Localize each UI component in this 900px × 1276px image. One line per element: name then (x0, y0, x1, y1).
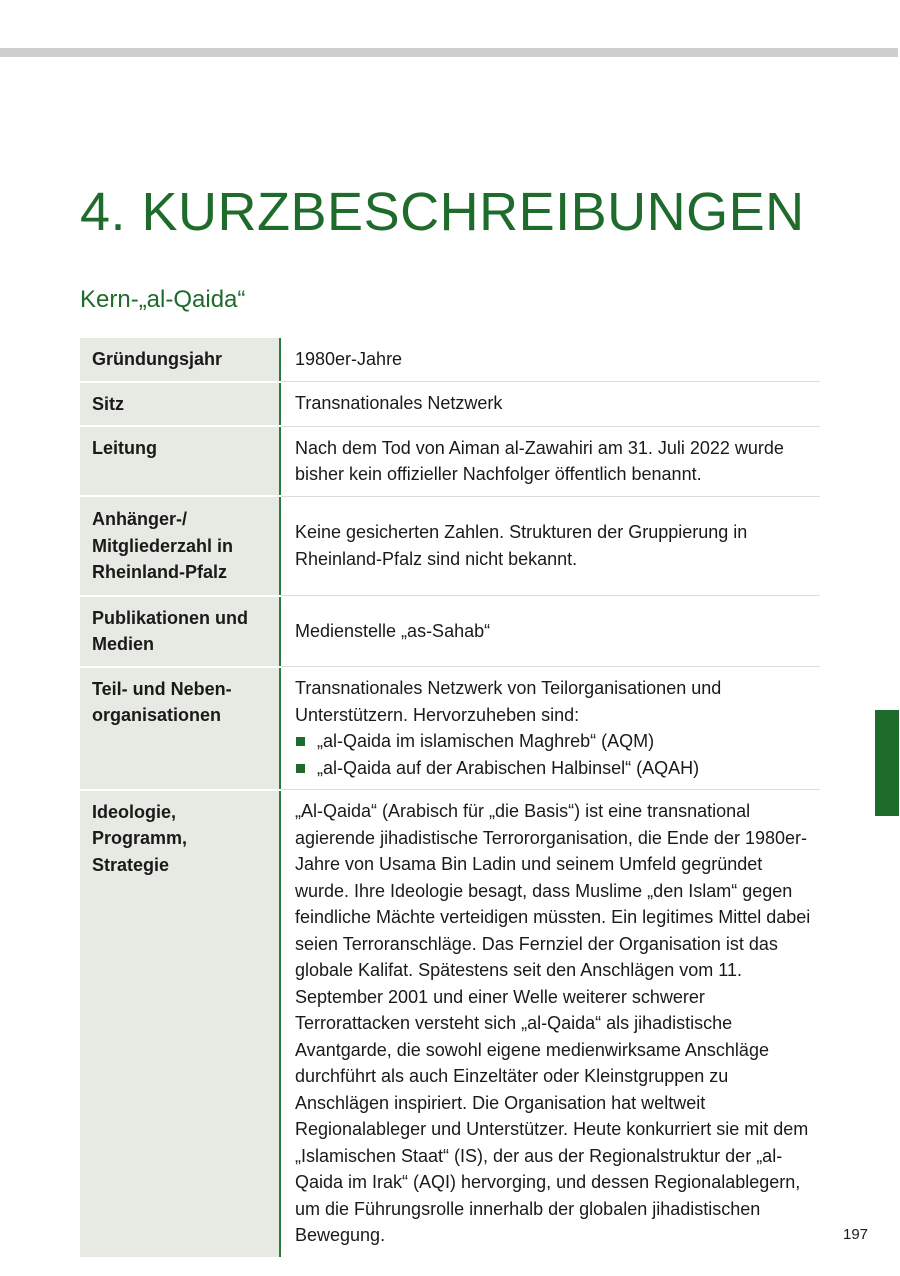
table-row-founding-year (80, 338, 820, 382)
list-item (295, 755, 820, 782)
table-row-ideology (80, 790, 820, 1257)
row-label: Leitung (80, 426, 280, 496)
chapter-title: 4. KURZBESCHREIBUNGEN (80, 182, 805, 242)
table-row-sub-organisations (80, 667, 820, 790)
square-bullet-icon (296, 764, 305, 773)
row-value: Keine gesicherten Zahlen. Strukturen der Gruppierung in Rheinland-Pfalz sind nicht bekannt. (280, 496, 820, 596)
list-item-text: „al-Qaida im islamischen Maghreb“ (AQM) (317, 731, 655, 751)
page-number: 197 (843, 1226, 869, 1243)
row-label: Teil- und Neben-organisationen (80, 667, 280, 790)
row-label: Anhänger-/ Mitgliederzahl in Rheinland-Pfalz (80, 496, 280, 596)
row-value: Transnationales Netzwerk (280, 382, 820, 427)
row-value: Medienstelle „as-Sahab“ (280, 596, 820, 667)
square-bullet-icon (296, 737, 305, 746)
header-rule (0, 48, 898, 57)
section-title: Kern-„al-Qaida“ (80, 286, 246, 313)
table-row-membership (80, 496, 820, 596)
table-row-publications (80, 596, 820, 667)
row-value: 1980er-Jahre (280, 338, 820, 382)
row-label: Sitz (80, 382, 280, 427)
sub-organisations-list (295, 728, 820, 781)
row-value: Nach dem Tod von Aiman al-Zawahiri am 31. Juli 2022 wurde bisher kein offizieller Nachfolger öffentlich benannt. (280, 426, 820, 496)
chapter-marker-tab (875, 710, 899, 816)
sub-organisations-intro: Transnationales Netzwerk von Teilorganisationen und Unterstützern. Hervorzuheben sind: (295, 678, 722, 725)
table-row-seat (80, 382, 820, 427)
row-label: Gründungsjahr (80, 338, 280, 382)
list-item-text: „al-Qaida auf der Arabischen Halbinsel“ (AQAH) (317, 757, 700, 778)
list-item (295, 728, 820, 755)
row-value: „Al-Qaida“ (Arabisch für „die Basis“) ist eine transnational agierende jihadistische Terrororganisation, die Ende der 1980er-Jahre von Usama Bin Ladin und seinem Umfeld gegründet wurde. Ihre Ideologie besagt, dass Muslime „den Islam“ gegen feindliche Mächte verteidigen müssten. Ein legitimes Mittel dabei seien Terroranschläge. Das Fernziel der Organisation ist das globale Kalifat. Spätestens seit den Anschlägen vom 11. September 2001 und einer Welle weiterer schwerer Terrorattacken versteht sich „al-Qaida“ als jihadistische Avantgarde, die sowohl eigene medienwirksame Anschläge durchführt als auch Einzeltäter oder Kleinstgruppen zu Anschlägen inspiriert. Die Organisation hat weltweit Regionalableger und Unterstützer. Heute konkurriert sie mit dem „Islamischen Staat“ (IS), der aus der Regionalstruktur der „al-Qaida im Irak“ (AQI) hervorging, und dessen Regionalablegern, um die Führungsrolle innerhalb der globalen jihadistischen Bewegung. (295, 801, 811, 1245)
profile-table (80, 338, 820, 1257)
row-value (280, 667, 820, 790)
table-row-leadership (80, 426, 820, 496)
row-label: Ideologie, Programm, Strategie (80, 790, 280, 1257)
row-label: Publikationen und Medien (80, 596, 280, 667)
